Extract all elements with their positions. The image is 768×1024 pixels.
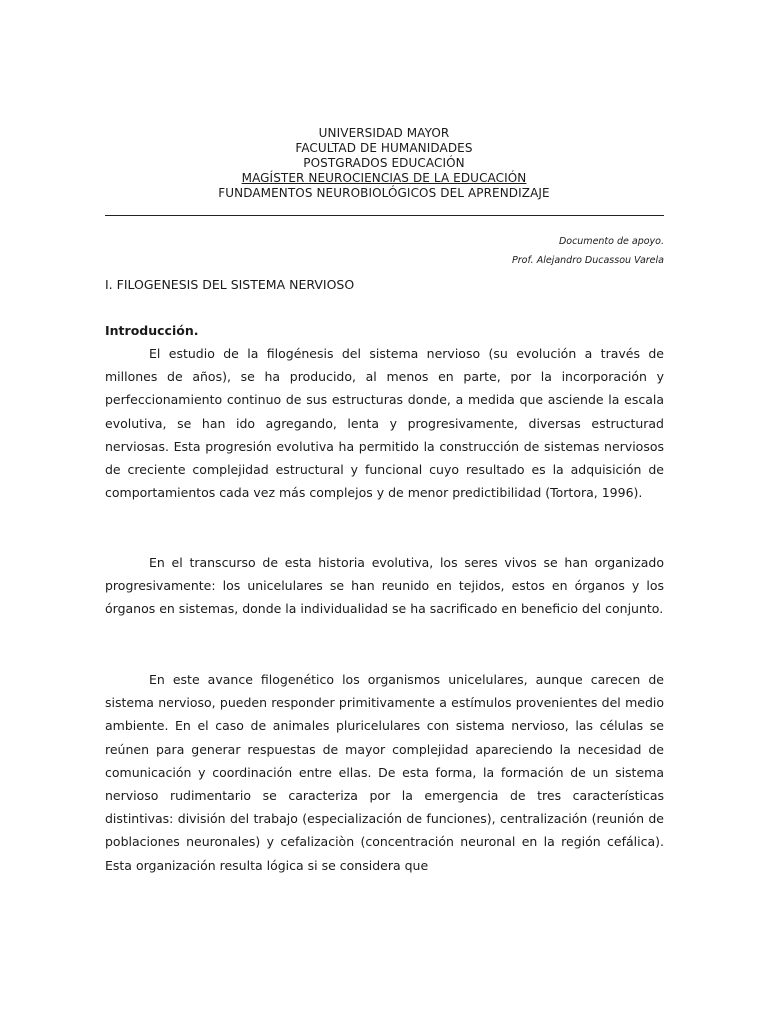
paragraph-3: En este avance filogenético los organismos unicelulares, aunque carecen de sistema nervioso, pueden responder primitivamente a estímulos provenientes del medio ambiente. En el caso de animales pluricelulares con sistema nervioso, las células se reúnen para generar respuestas de mayor complejidad apareciendo la necesidad de comunicación y coordinación entre ellas. De esta forma, la formación de un sistema nervioso rudimentario se caracteriza por la emergencia de tres características distintivas: división del trabajo (especialización de funciones), centralización (reunión de poblaciones neuronales) y cefalizaciòn (concentración neuronal en la región cefálica). Esta organización resulta lógica si se considera que <box>105 672 664 873</box>
course-name: FUNDAMENTOS NEUROBIOLÓGICOS DEL APRENDIZAJE <box>218 186 550 200</box>
section-title: I. FILOGENESIS DEL SISTEMA NERVIOSO <box>105 277 355 292</box>
paragraph-1: El estudio de la filogénesis del sistema nervioso (su evolución a través de millones de años), se ha producido, al menos en parte, por la incorporación y perfeccionamiento continuo de sus estructuras donde, a medida que asciende la escala evolutiva, se han ido agregando, lenta y progresivamente, diversas estructurad nerviosas. Esta progresión evolutiva ha permitido la construcción de sistemas nerviosos de creciente complejidad estructural y funcional cuyo resultado es la adquisición de comportamientos cada vez más complejos y de menor predictibilidad (Tortora, 1996). <box>105 346 664 501</box>
document-header <box>104 126 664 201</box>
paragraph-2: En el transcurso de esta historia evolutiva, los seres vivos se han organizado progresivamente: los unicelulares se han reunido en tejidos, estos en órganos y los órganos en sistemas, donde la individualidad se ha sacrificado en beneficio del conjunto. <box>105 555 664 617</box>
header-divider <box>105 215 664 216</box>
document-type: Documento de apoyo. <box>558 236 664 247</box>
intro-heading: Introducción. <box>105 323 199 338</box>
postgraduate-program: POSTGRADOS EDUCACIÓN <box>303 156 465 170</box>
university-name: UNIVERSIDAD MAYOR <box>318 126 450 140</box>
faculty-name: FACULTAD DE HUMANIDADES <box>295 141 473 155</box>
masters-program: MAGÍSTER NEUROCIENCIAS DE LA EDUCACIÓN <box>241 171 527 185</box>
author-name: Prof. Alejandro Ducassou Varela <box>512 255 664 266</box>
